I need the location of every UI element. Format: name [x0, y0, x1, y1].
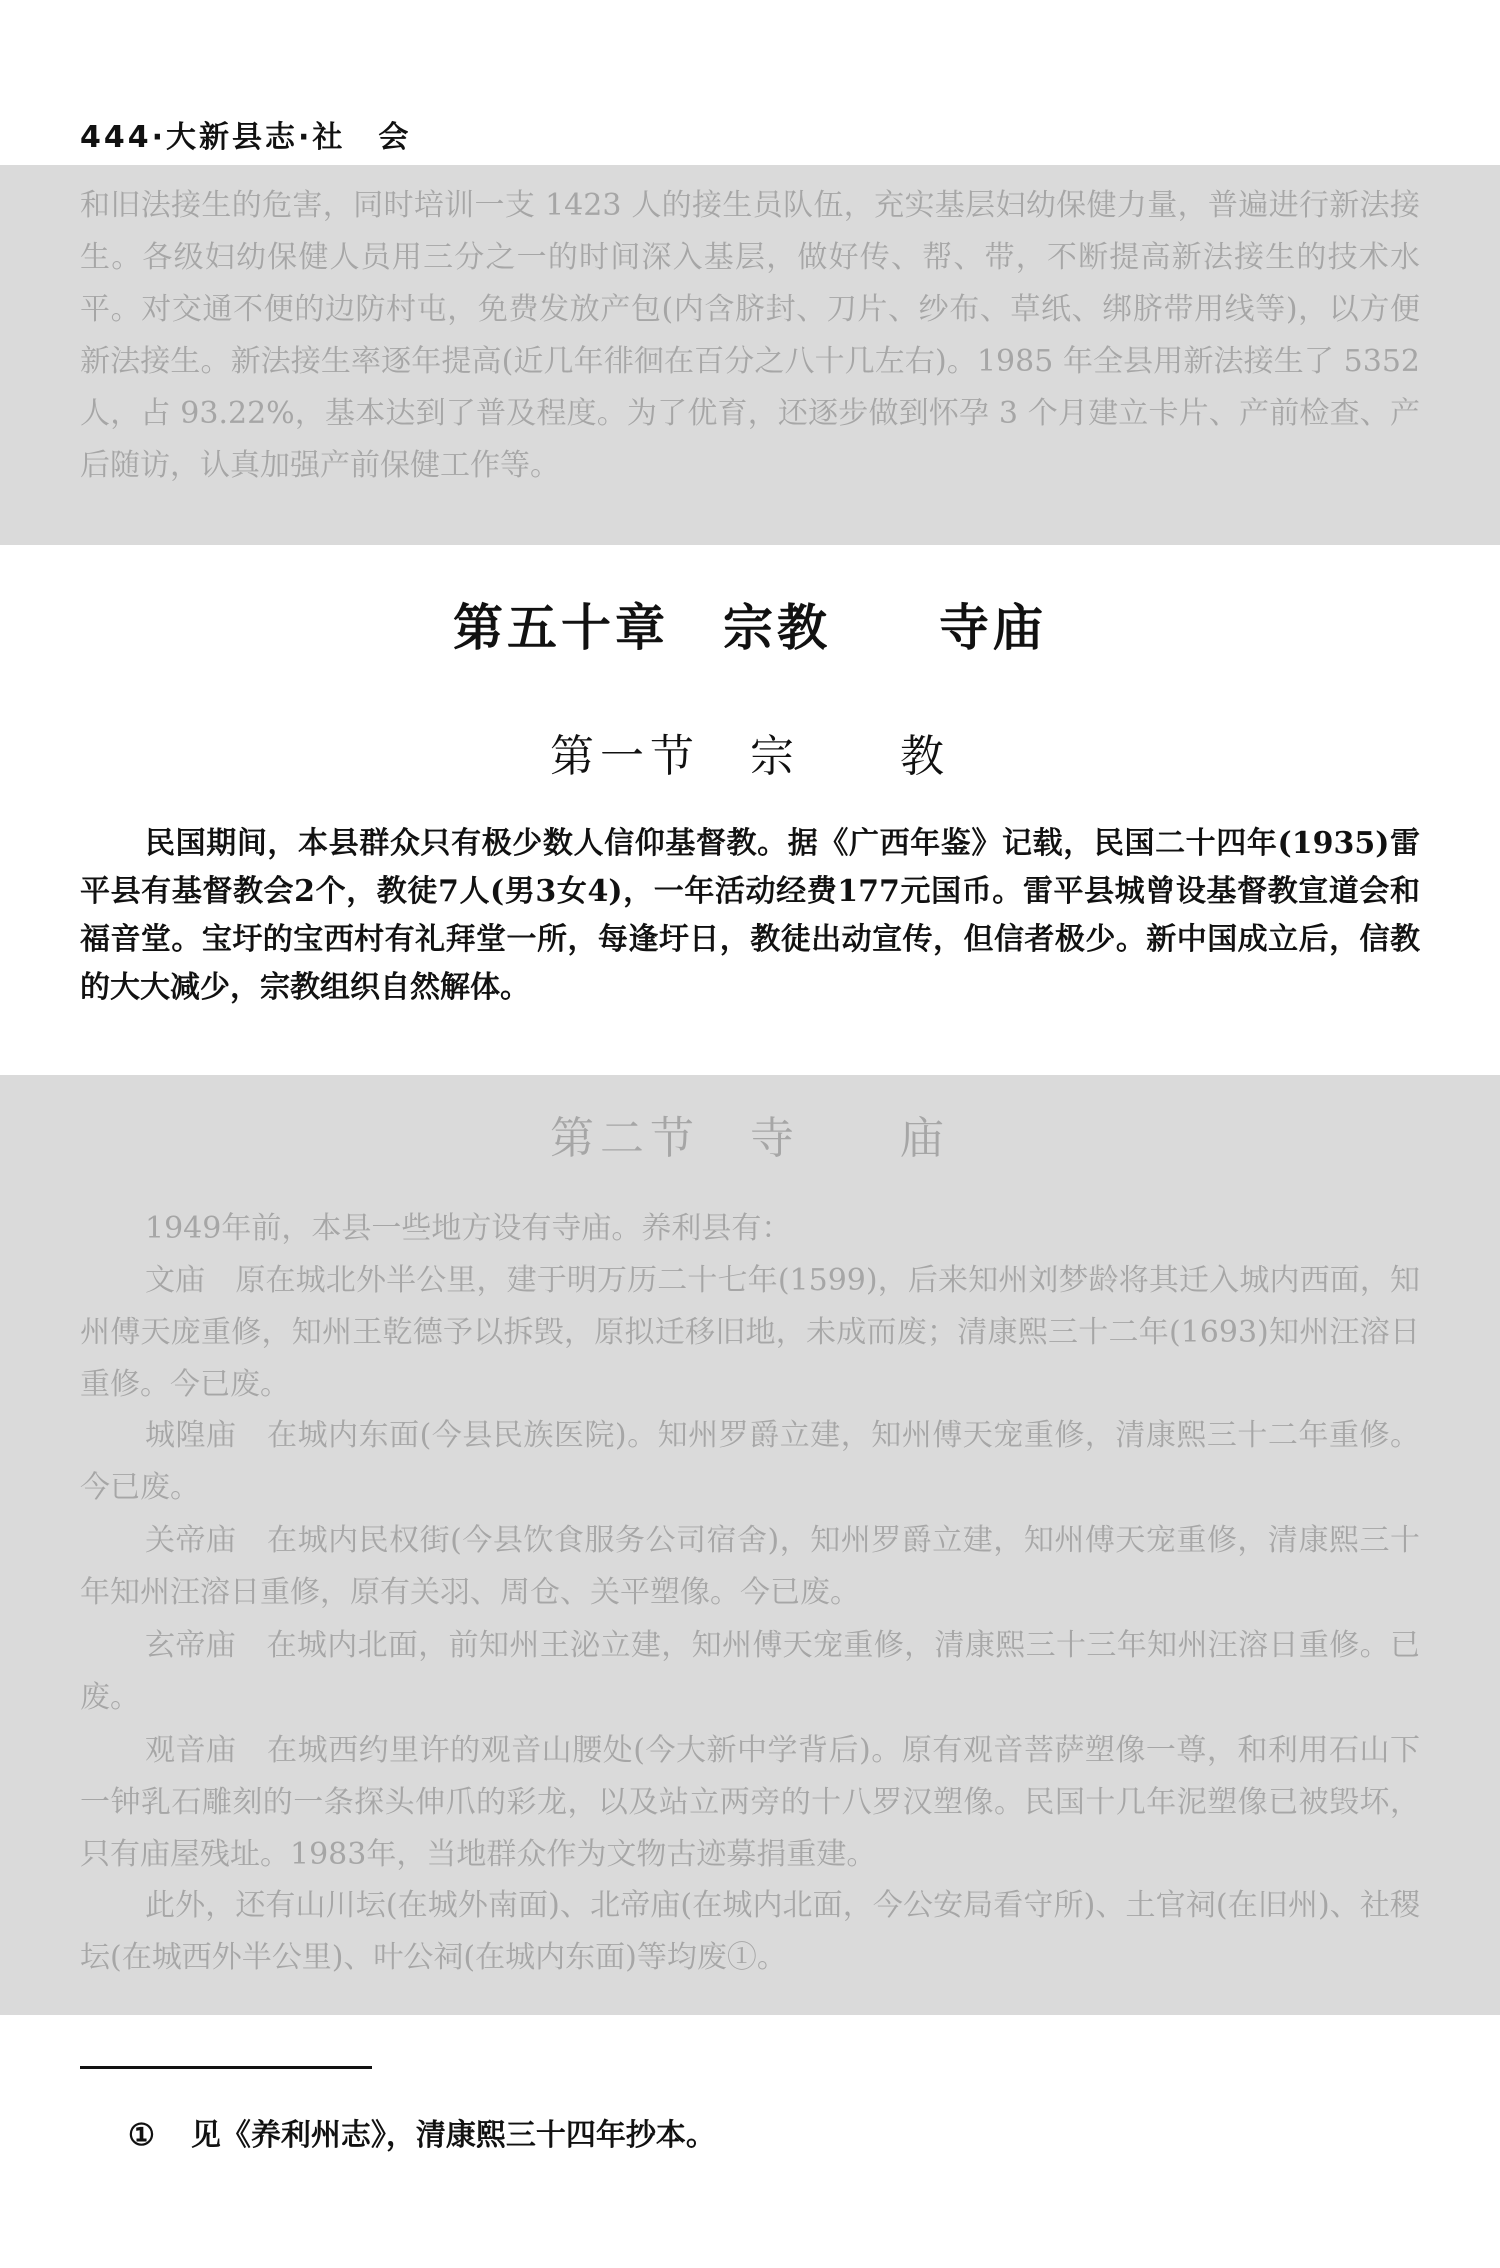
section2-title: 第二节 寺 庙 — [550, 1113, 950, 1164]
temple-entry-wenmiao: 文庙 原在城北外半公里，建于明万历二十七年(1599)，后来知州刘梦龄将其迁入城内西面，知州傅天庞重修，知州王乾德予以拆毁，原拟迁移旧地，未成而废；清康熙三十二年(1693)知州汪溶日重修。今已废。 — [80, 1263, 1420, 1402]
section2-intro: 1949年前，本县一些地方设有寺庙。养利县有： — [145, 1211, 792, 1246]
footnote-rule — [80, 2066, 372, 2069]
temple-entry-guanyin: 观音庙 在城西约里许的观音山腰处(今大新中学背后)。原有观音菩萨塑像一尊，和利用石山下一钟乳石雕刻的一条探头伸爪的彩龙，以及站立两旁的十八罗汉塑像。民国十几年泥塑像已被毁坏，只有庙屋残址。1983年，当地群众作为文物古迹募捐重建。 — [80, 1733, 1420, 1872]
footnote — [128, 2110, 716, 2154]
footnote-mark: ① — [128, 2118, 155, 2153]
running-head: 444·大新县志·社 会 — [80, 120, 412, 155]
footnote-text: 见《养利州志》，清康熙三十四年抄本。 — [190, 2118, 716, 2153]
section1-paragraph: 民国期间，本县群众只有极少数人信仰基督教。据《广西年鉴》记载，民国二十四年(1935)雷平县有基督教会2个，教徒7人(男3女4)，一年活动经费177元国币。雷平县城曾设基督教宣道会和福音堂。宝圩的宝西村有礼拜堂一所，每逢圩日，教徒出动宣传，但信者极少。新中国成立后，信教的大大减少，宗教组织自然解体。 — [80, 826, 1420, 1005]
temple-entry-xuandi: 玄帝庙 在城内北面，前知州王泌立建，知州傅天宠重修，清康熙三十三年知州汪溶日重修。已废。 — [80, 1628, 1420, 1715]
temple-entry-chenghuang: 城隍庙 在城内东面(今县民族医院)。知州罗爵立建，知州傅天宠重修，清康熙三十二年重修。今已废。 — [80, 1418, 1420, 1505]
chapter-title: 第五十章 宗教 寺庙 — [453, 598, 1047, 657]
section1-title: 第一节 宗 教 — [550, 731, 950, 782]
temple-entry-others: 此外，还有山川坛(在城外南面)、北帝庙(在城内北面，今公安局看守所)、土官祠(在旧州)、社稷坛(在城西外半公里)、叶公祠(在城内东面)等均废①。 — [80, 1888, 1420, 1975]
top-paragraph: 和旧法接生的危害，同时培训一支 1423 人的接生员队伍，充实基层妇幼保健力量，普遍进行新法接生。各级妇幼保健人员用三分之一的时间深入基层，做好传、帮、带，不断提高新法接生的技术水平。对交通不便的边防村屯，免费发放产包(内含脐封、刀片、纱布、草纸、绑脐带用线等)，以方便新法接生。新法接生率逐年提高(近几年徘徊在百分之八十几左右)。1985 年全县用新法接生了 5352 人，占 93.22%，基本达到了普及程度。为了优育，还逐步做到怀孕 3 个月建立卡片、产前检查、产后随访，认真加强产前保健工作等。 — [80, 188, 1420, 483]
temple-entry-guandi: 关帝庙 在城内民权街(今县饮食服务公司宿舍)，知州罗爵立建，知州傅天宠重修，清康熙三十年知州汪溶日重修，原有关羽、周仓、关平塑像。今已废。 — [80, 1523, 1420, 1610]
